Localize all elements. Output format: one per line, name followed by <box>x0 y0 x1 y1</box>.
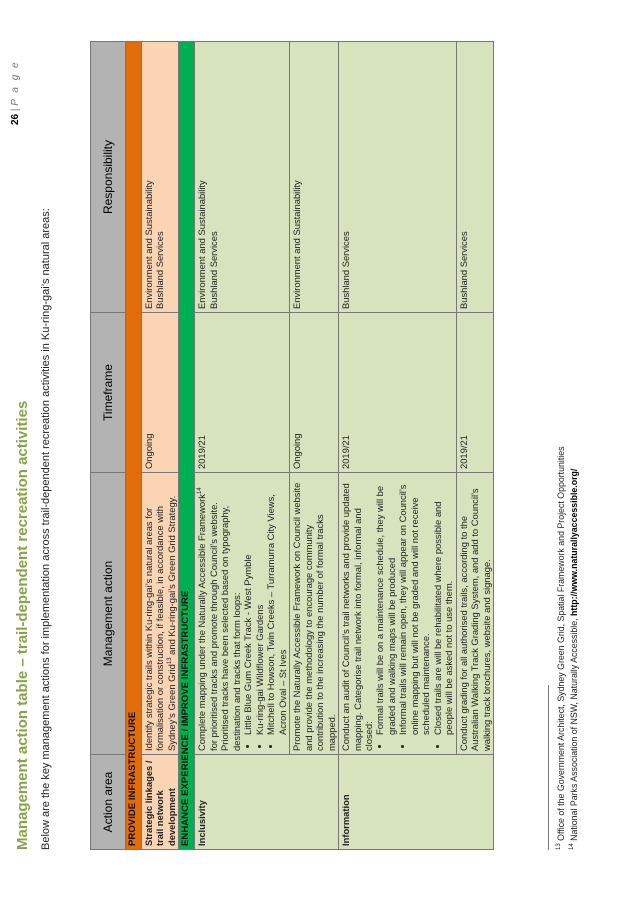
timeframe-cell: Ongoing <box>290 313 339 473</box>
management-action-cell: Conduct an audit of Council’s trail networks and provide updated mapping. Categorise trail network into formal, informal and closed: • Formal trails will be on a maintenance schedule, they will be graded and walking maps will be produced • Informal trails will remain open, they will appear on Council’s online mapping but will not be graded and will not receive scheduled maintenance. • Closed trails are will be rehabilitated where possible and people will be asked not to use them. <box>339 473 457 755</box>
management-action-cell: Conduct grading for all authorised trails, according to the Australian Walking Track Grading System, and add to Council’s walking track brochures, website and signage. <box>456 473 493 755</box>
list-item: • Ku-ring-gai Wildflower Gardens <box>254 476 265 735</box>
table-row <box>290 42 339 850</box>
timeframe-cell: 2019/21 <box>339 313 457 473</box>
list-item: • Formal trails will be on a maintenance schedule, they will be graded and walking maps will be produced <box>374 476 397 735</box>
action-area-cell: Inclusivity <box>195 755 339 850</box>
bullet-list <box>374 476 454 751</box>
action-area-cell: Strategic linkages / trail network development <box>142 755 179 850</box>
responsibility-cell: Environment and Sustainability Bushland Services <box>142 42 179 313</box>
intro-text: Below are the key management actions for implementation across trail-dependent recreation activities in Ku-ring-gai’s natural areas: <box>40 208 52 850</box>
header-timeframe: Timeframe <box>91 313 126 473</box>
section-title: ENHANCE EXPERIENCE / IMPROVE INFRASTRUCTURE <box>179 42 195 850</box>
table-row <box>142 42 179 850</box>
header-management-action: Management action <box>91 473 126 755</box>
management-action-cell: Identify strategic trails within Ku-ring-gai’s natural areas for formalisation or construction, if feasible, in accordance with Sydney’s Green Grid$^{13}$ and Ku-ring-gai’s Green Grid Strategy. <box>142 473 179 755</box>
list-item: • Little Blue Gum Creek Track - West Pymble <box>242 476 253 735</box>
management-action-cell: Complete mapping under the Naturally Accessible Framework$^{14}$ for prioritised tracks and promote through Council’s website. Prioritised tracks have been selected based on typography, destination and tracks that form loops: • Little Blue Gum Creek Track - West Pymble • Ku-ring-gai Wildflower Gardens • Mitchell to Howson, Twin Creeks – Turramurra City Views, Acron Oval – St Ives <box>195 473 290 755</box>
action-area-cell: Information <box>339 755 494 850</box>
responsibility-cell: Bushland Services <box>456 42 493 313</box>
footnote-divider <box>548 685 549 850</box>
footnote-link[interactable]: http://www.naturallyaccessible.org/ <box>569 468 579 616</box>
page-title: Management action table – trail-dependent recreation activities <box>14 400 31 850</box>
section-title: PROVIDE INFRASTRUCTURE <box>126 42 142 850</box>
responsibility-cell: Bushland Services <box>339 42 457 313</box>
footnote-14: $^{14}$ National Parks Association of NSW, Naturally Accessible, http://www.naturallyaccessible.org/ <box>569 468 579 850</box>
footnote-13: $^{13}$ Office of the Government Architect, Sydney Green Grid, Spatial Framework and Project Opportunities <box>556 446 566 850</box>
header-responsibility: Responsibility <box>91 42 126 313</box>
table-header-row <box>91 42 126 850</box>
header-action-area: Action area <box>91 755 126 850</box>
page-word: P a g e <box>10 60 21 106</box>
responsibility-cell: Environment and Sustainability Bushland Services <box>195 42 290 313</box>
timeframe-cell: Ongoing <box>142 313 179 473</box>
list-item: • Closed trails are will be rehabilitated where possible and people will be asked not to use them. <box>432 476 455 735</box>
table-row <box>339 42 457 850</box>
page-number: 26 | P a g e <box>10 60 21 125</box>
bullet-list <box>242 476 288 751</box>
management-action-cell: Promote the Naturally Accessible Framework on Council website and provide the methodology to encourage community contribution to the increasing the number of formal tracks mapped. <box>290 473 339 755</box>
timeframe-cell: 2019/21 <box>456 313 493 473</box>
table-row <box>195 42 290 850</box>
section-row-enhance-experience <box>179 42 195 850</box>
page-number-value: 26 <box>10 113 21 125</box>
list-item: • Informal trails will remain open, they will appear on Council’s online mapping but will not be graded and will not receive scheduled maintenance. <box>397 476 431 735</box>
management-action-table <box>90 41 494 850</box>
section-row-provide-infrastructure <box>126 42 142 850</box>
list-item: • Mitchell to Howson, Twin Creeks – Turramurra City Views, Acron Oval – St Ives <box>265 476 288 735</box>
timeframe-cell: 2019/21 <box>195 313 290 473</box>
responsibility-cell: Environment and Sustainability <box>290 42 339 313</box>
table-row <box>456 42 493 850</box>
